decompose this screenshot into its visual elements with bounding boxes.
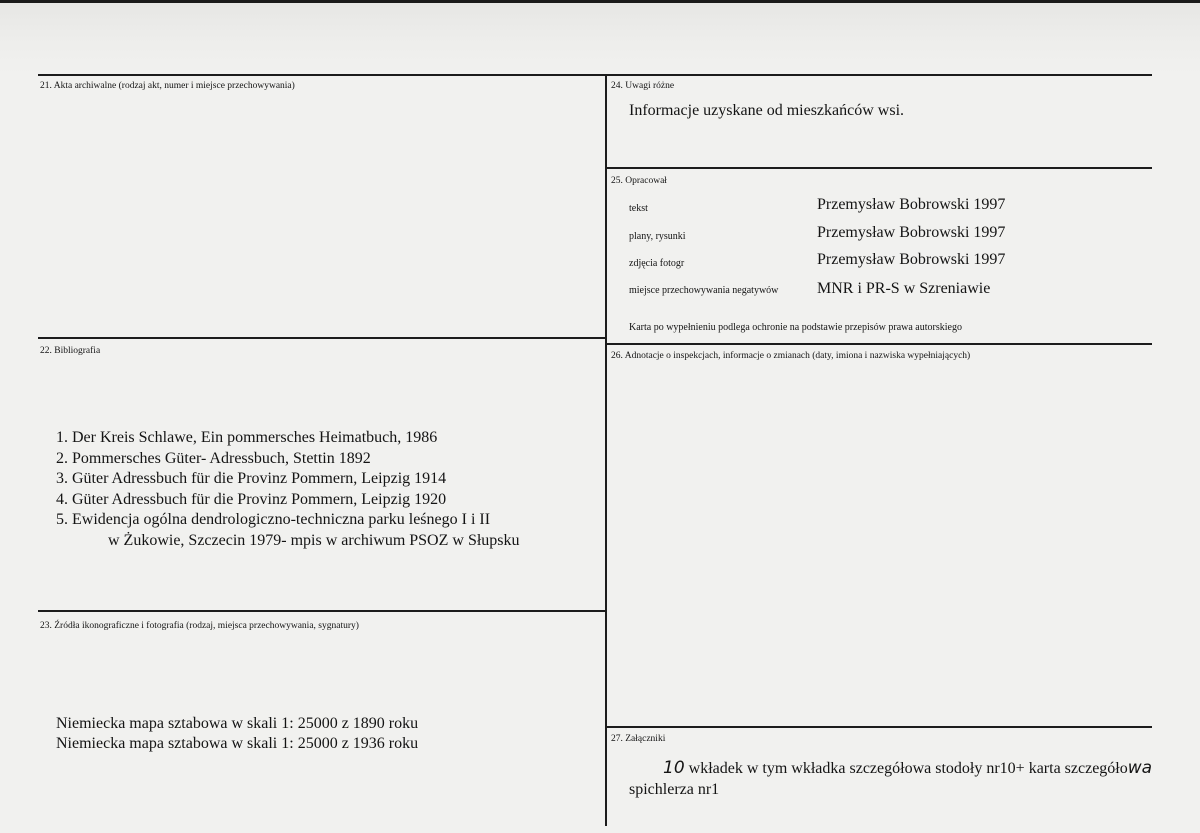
rule-left-22-23	[38, 610, 607, 612]
bibliography-item-continuation: w Żukowie, Szczecin 1979- mpis w archiwum PSOZ w Słupsku	[108, 531, 520, 549]
center-divider	[605, 74, 607, 826]
author-row-label: plany, rysunki	[629, 231, 686, 242]
remarks-text: Informacje uzyskane od mieszkańców wsi.	[629, 102, 905, 119]
section-25-label: 25. Opracował	[611, 176, 667, 186]
attachments-text	[629, 758, 1189, 800]
copyright-note: Karta po wypełnieniu podlega ochronie na podstawie przepisów prawa autorskiego	[629, 322, 962, 333]
author-row-value: Przemysław Bobrowski 1997	[817, 196, 1006, 213]
author-row-label: tekst	[629, 203, 648, 214]
attachments-line-1	[629, 758, 1189, 779]
iconographic-source-item: Niemiecka mapa sztabowa w skali 1: 25000 z 1890 roku	[56, 715, 419, 732]
section-26-label: 26. Adnotacje o inspekcjach, informacje o zmianach (daty, imiona i nazwiska wypełniających)	[611, 351, 971, 361]
attachments-handwritten-ending: wa	[1127, 758, 1153, 778]
section-27-label: 27. Załączniki	[611, 734, 666, 744]
bibliography-item: 3. Güter Adressbuch für die Provinz Pommern, Leipzig 1914	[56, 470, 447, 487]
top-rule	[38, 74, 1152, 76]
iconographic-source-item: Niemiecka mapa sztabowa w skali 1: 25000 z 1936 roku	[56, 735, 419, 752]
scan-top-margin	[0, 0, 1200, 74]
bibliography-item: 1. Der Kreis Schlawe, Ein pommersches Heimatbuch, 1986	[56, 429, 438, 446]
attachments-line-2: spichlerza nr1	[629, 781, 720, 798]
rule-right-26-27	[605, 726, 1152, 728]
scan-top-edge	[0, 0, 1200, 3]
attachments-count: 10	[663, 758, 685, 778]
author-row-label: zdjęcia fotogr	[629, 258, 685, 269]
section-24-label: 24. Uwagi różne	[611, 81, 675, 91]
rule-right-24-25	[605, 167, 1152, 169]
iconographic-sources-list	[56, 714, 418, 754]
author-row-label: miejsce przechowywania negatywów	[629, 285, 779, 296]
bibliography-item: 2. Pommersches Güter- Adressbuch, Stettin 1892	[56, 449, 371, 467]
author-row-value: Przemysław Bobrowski 1997	[817, 251, 1006, 268]
section-22-label: 22. Bibliografia	[40, 346, 101, 356]
author-row-value: MNR i PR-S w Szreniawie	[817, 280, 991, 297]
rule-right-25-26	[605, 343, 1152, 345]
section-21-label: 21. Akta archiwalne (rodzaj akt, numer i miejsce przechowywania)	[40, 81, 295, 91]
attachments-description: wkładek w tym wkładka szczegółowa stodoły nr10+ karta szczegóło	[684, 760, 1128, 777]
bibliography-item: 4. Güter Adressbuch für die Provinz Pommern, Leipzig 1920	[56, 490, 447, 508]
author-row-value: Przemysław Bobrowski 1997	[817, 224, 1006, 241]
rule-left-21-22	[38, 337, 607, 339]
section-23-label: 23. Źródła ikonograficzne i fotografia (rodzaj, miejsca przechowywania, sygnatury)	[40, 621, 359, 631]
bibliography-item: 5. Ewidencja ogólna dendrologiczno-techniczna parku leśnego I i II	[56, 511, 491, 528]
bibliography-list	[56, 428, 520, 551]
